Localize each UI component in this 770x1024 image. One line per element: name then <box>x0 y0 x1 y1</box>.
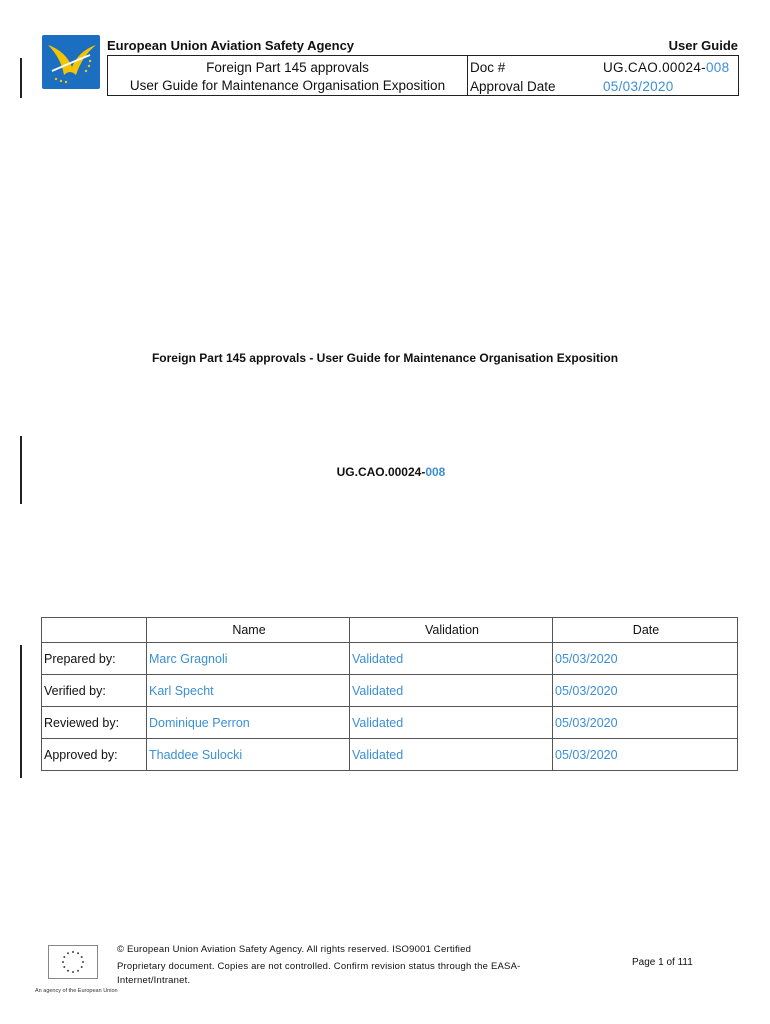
header-title-line1: Foreign Part 145 approvals <box>206 60 369 75</box>
document-code-revision: 008 <box>425 465 446 479</box>
date-cell: 05/03/2020 <box>553 675 738 707</box>
role-cell: Verified by: <box>42 675 147 707</box>
doc-number-base: UG.CAO.00024- <box>603 60 706 75</box>
name-cell: Thaddee Sulocki <box>147 739 350 771</box>
document-title: Foreign Part 145 approvals - User Guide for Maintenance Organisation Exposition <box>151 351 619 365</box>
proprietary-notice: Proprietary document. Copies are not controlled. Confirm revision status through the EASA-Internet/Intranet. <box>117 961 521 986</box>
validation-cell: Validated <box>350 707 553 739</box>
header-title-line2: User Guide for Maintenance Organisation Exposition <box>129 78 446 93</box>
table-row <box>42 643 738 675</box>
name-cell: Dominique Perron <box>147 707 350 739</box>
document-type: User Guide <box>668 38 738 53</box>
validation-cell: Validated <box>350 739 553 771</box>
validation-table <box>41 617 738 771</box>
table-header-cell: Name <box>147 618 350 643</box>
copyright-notice: © European Union Aviation Safety Agency. All rights reserved. ISO9001 Certified <box>117 944 472 955</box>
name-cell: Karl Specht <box>147 675 350 707</box>
date-cell: 05/03/2020 <box>553 643 738 675</box>
date-cell: 05/03/2020 <box>553 707 738 739</box>
header-info-box <box>107 56 739 96</box>
header-divider <box>467 56 468 95</box>
eu-flag-icon <box>48 945 98 979</box>
table-header-cell: Date <box>553 618 738 643</box>
table-row <box>42 739 738 771</box>
table-row <box>42 707 738 739</box>
role-cell: Prepared by: <box>42 643 147 675</box>
page-number: Page 1 of 111 <box>632 957 693 968</box>
agency-name: European Union Aviation Safety Agency <box>107 38 355 53</box>
change-bar <box>20 645 22 778</box>
easa-logo <box>42 35 100 89</box>
table-row <box>42 675 738 707</box>
validation-cell: Validated <box>350 675 553 707</box>
table-header-cell: Validation <box>350 618 553 643</box>
role-cell: Approved by: <box>42 739 147 771</box>
document-code <box>0 465 770 479</box>
doc-number-label: Doc # <box>470 60 506 75</box>
document-code-base: UG.CAO.00024- <box>336 465 426 479</box>
role-cell: Reviewed by: <box>42 707 147 739</box>
approval-date-value: 05/03/2020 <box>603 79 674 94</box>
approval-date-label: Approval Date <box>470 79 556 94</box>
doc-number-value <box>603 60 729 75</box>
table-header-row <box>42 618 738 643</box>
table-header-cell <box>42 618 147 643</box>
validation-cell: Validated <box>350 643 553 675</box>
change-bar <box>20 58 22 98</box>
date-cell: 05/03/2020 <box>553 739 738 771</box>
eu-caption: An agency of the European Union <box>35 988 118 994</box>
name-cell: Marc Gragnoli <box>147 643 350 675</box>
doc-number-revision: 008 <box>705 60 730 75</box>
